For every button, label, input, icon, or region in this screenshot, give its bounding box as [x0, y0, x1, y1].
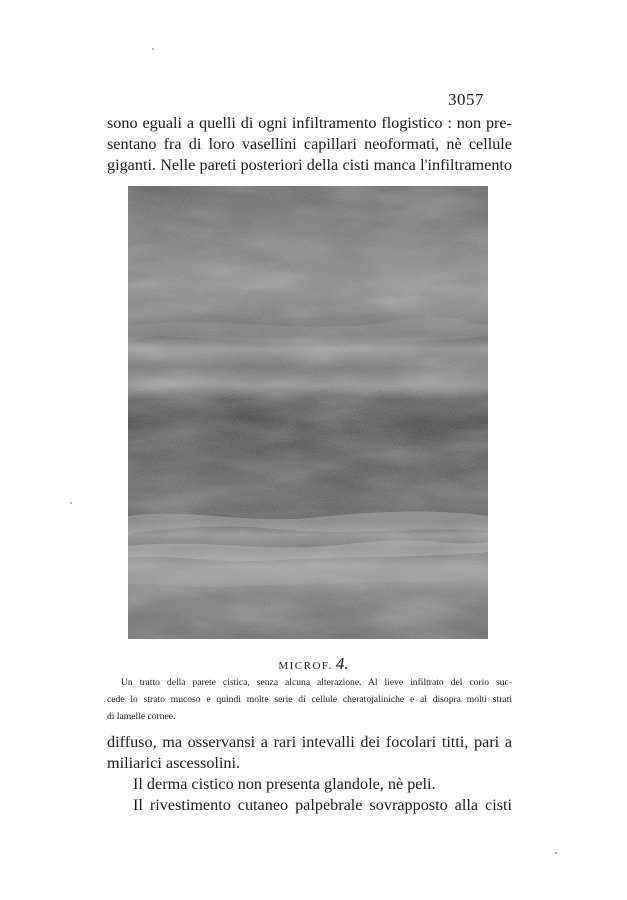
text-line: sono eguali a quelli di ogni infiltramento flogistico : non pre- — [107, 114, 512, 132]
caption-line: Un tratto della parete cistica, senza alcuna alterazione. Al lieve infiltrato del corio suc- — [121, 677, 512, 688]
text-line: miliarici ascessolini. — [107, 754, 241, 772]
caption-line: di lamelle cornee. — [107, 711, 176, 722]
caption-line: cede lo strato mucoso e quindi molte serie di cellule cheratojaliniche e al disopra molti strati — [107, 694, 512, 705]
figure-label — [0, 654, 627, 674]
text-line: Il rivestimento cutaneo palpebrale sovrapposto alla cisti — [133, 796, 512, 814]
figure-caption — [107, 674, 512, 725]
paper-speck — [555, 852, 557, 854]
text-line: diffuso, ma osservansi a rari intevalli dei focolari titti, pari a — [107, 733, 512, 751]
figure-label-text: MICROF. — [278, 660, 333, 672]
micrograph-image — [128, 186, 488, 639]
top-paragraph — [107, 113, 512, 176]
figure-number: 4. — [335, 654, 349, 673]
text-line: giganti. Nelle pareti posteriori della cisti manca l'infiltramento — [107, 156, 512, 174]
paper-speck — [152, 48, 154, 50]
page-number: 3057 — [448, 90, 484, 109]
paper-speck — [70, 502, 72, 504]
bottom-paragraphs — [107, 732, 512, 816]
text-line: Il derma cistico non presenta glandole, nè peli. — [133, 775, 436, 793]
text-line: sentano fra di loro vasellini capillari neoformati, nè cellule — [107, 135, 512, 153]
